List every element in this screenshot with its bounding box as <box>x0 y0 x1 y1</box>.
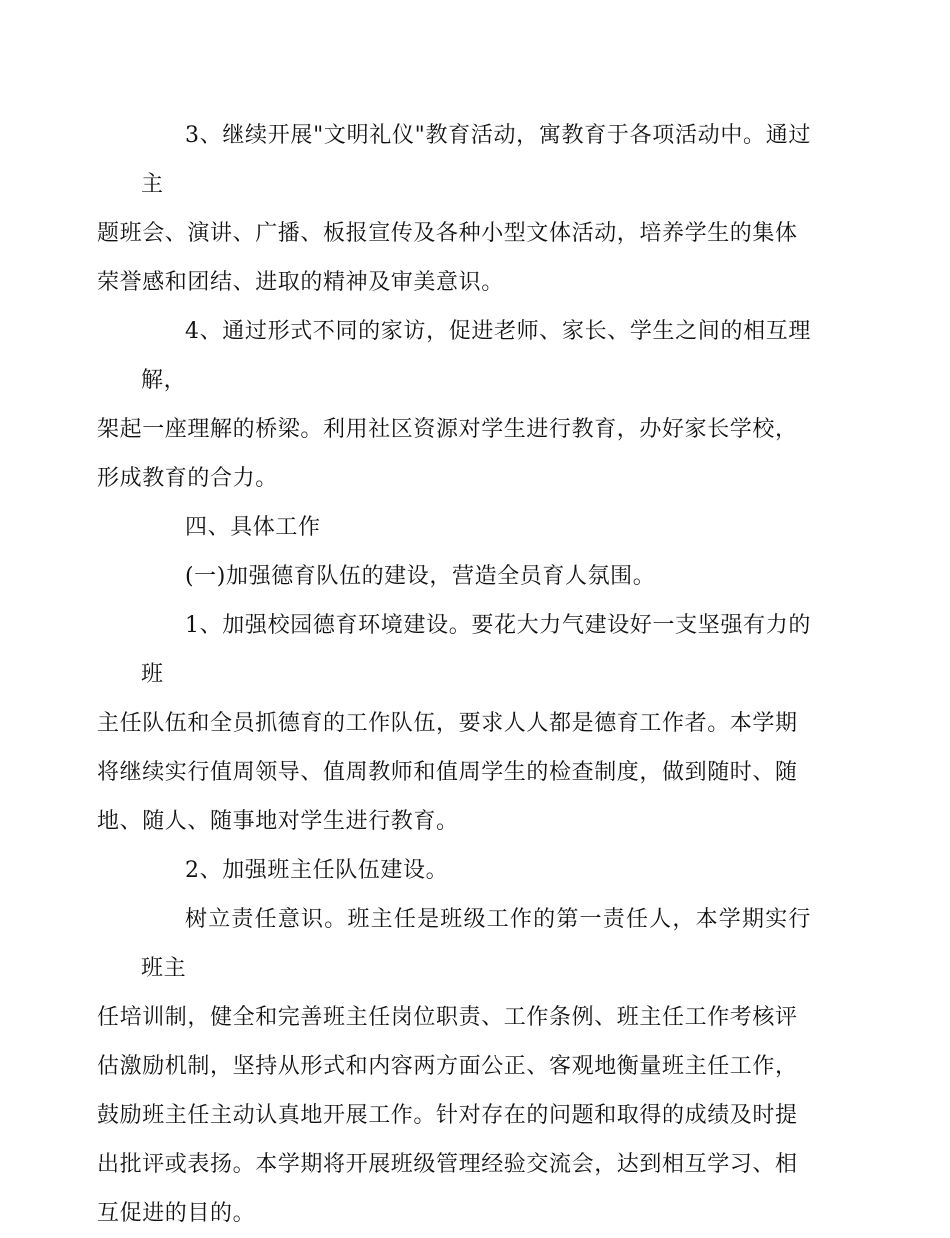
text-line: 形成教育的合力。 <box>97 466 278 491</box>
text-line: 1、加强校园德育环境建设。要花大力气建设好一支坚强有力的班 <box>141 613 811 687</box>
text-line: 2、加强班主任队伍建设。 <box>185 858 449 883</box>
text-line: 荣誉感和团结、进取的精神及审美意识。 <box>97 270 504 295</box>
text-line: 鼓励班主任主动认真地开展工作。针对存在的问题和取得的成绩及时提 <box>97 1103 798 1128</box>
paragraph-campus-environment <box>97 601 811 846</box>
text-line: 将继续实行值周领导、值周教师和值周学生的检查制度，做到随时、随 <box>97 760 798 785</box>
text-line: 题班会、演讲、广播、板报宣传及各种小型文体活动，培养学生的集体 <box>97 221 798 246</box>
text-line: 架起一座理解的桥梁。利用社区资源对学生进行教育，办好家长学校， <box>97 417 798 442</box>
text-line: 地、随人、随事地对学生进行教育。 <box>97 809 459 834</box>
subsection-heading-moral-team <box>141 552 811 601</box>
text-line: 估激励机制，坚持从形式和内容两方面公正、客观地衡量班主任工作， <box>97 1054 798 1079</box>
text-line: 四、具体工作 <box>185 515 321 540</box>
document-body <box>97 111 811 1238</box>
paragraph-responsibility <box>97 895 811 1238</box>
text-line: 3、继续开展"文明礼仪"教育活动，寓教育于各项活动中。通过主 <box>141 123 811 197</box>
paragraph-home-visits <box>97 307 811 503</box>
text-line: 树立责任意识。班主任是班级工作的第一责任人，本学期实行班主 <box>141 907 811 981</box>
paragraph-civility-education <box>97 111 811 307</box>
text-line: 互促进的目的。 <box>97 1201 256 1226</box>
text-line: (一)加强德育队伍的建设，营造全员育人氛围。 <box>185 564 656 589</box>
paragraph-head-teacher-team <box>141 846 811 895</box>
text-line: 任培训制，健全和完善班主任岗位职责、工作条例、班主任工作考核评 <box>97 1005 798 1030</box>
text-line: 主任队伍和全员抓德育的工作队伍，要求人人都是德育工作者。本学期 <box>97 711 798 736</box>
section-heading-specific-work <box>141 503 811 552</box>
text-line: 出批评或表扬。本学期将开展班级管理经验交流会，达到相互学习、相 <box>97 1152 798 1177</box>
text-line: 4、通过形式不同的家访，促进老师、家长、学生之间的相互理解， <box>141 319 811 393</box>
